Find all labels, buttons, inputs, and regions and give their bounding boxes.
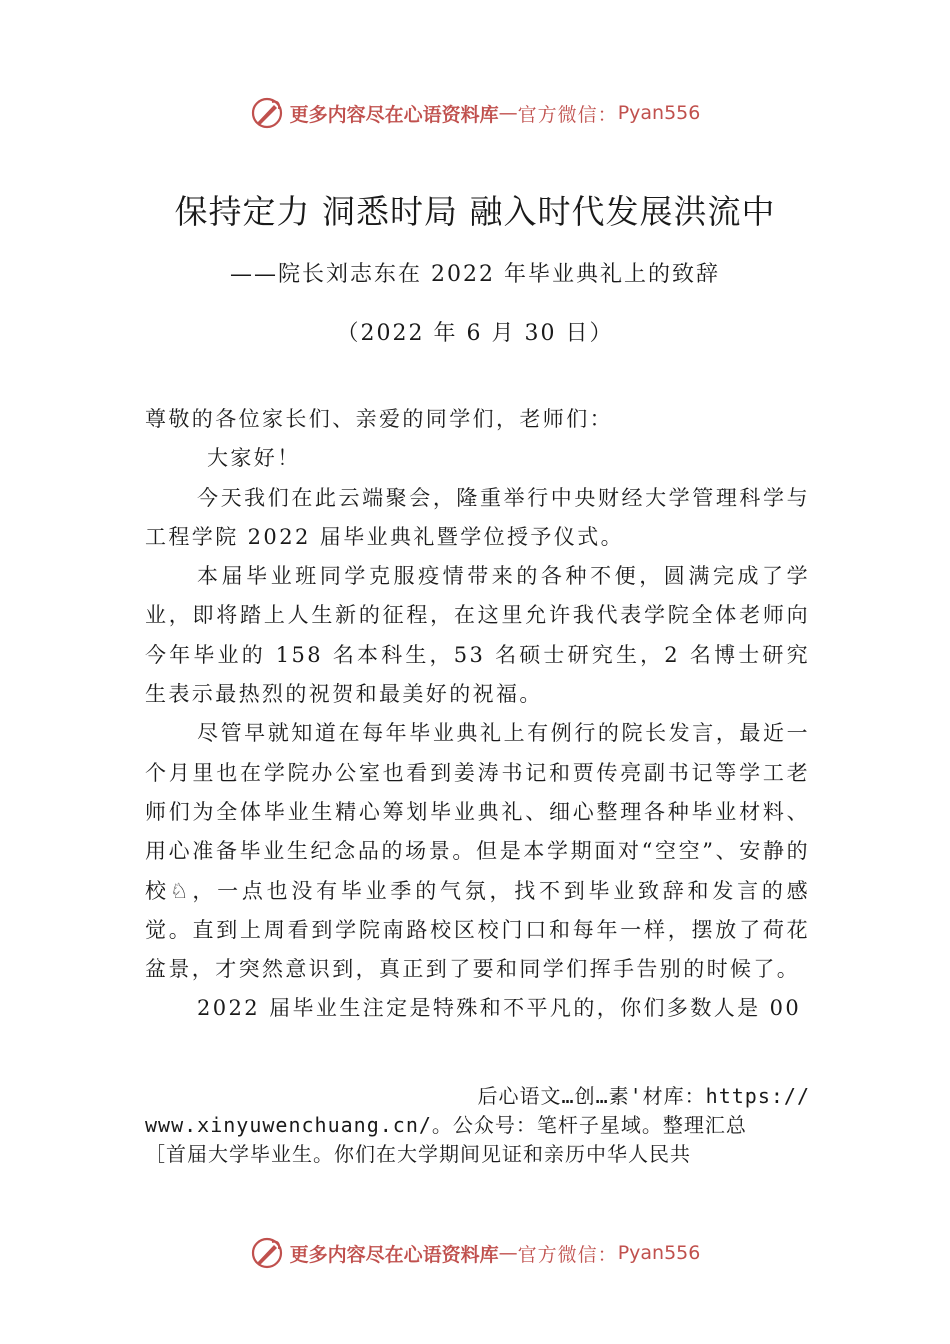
banner-account: Pyan556 xyxy=(617,102,701,124)
paragraph: 今天我们在此云端聚会，隆重举行中央财经大学管理科学与工程学院 2022 届毕业典礼暨学位授予仪式。 xyxy=(145,485,810,549)
document-subtitle: ——院长刘志东在 2022 年毕业典礼上的致辞 xyxy=(230,262,720,287)
banner-brand: 更多内容尽在心语资料库 xyxy=(289,1243,499,1266)
paragraph: 本届毕业班同学克服疫情带来的各种不便，圆满完成了学业，即将踏上人生新的征程，在这里允许我代表学院全体老师向今年毕业的 158 名本科生，53 名硕士研究生，2 名博士研究生表示最热烈的祝贺和最美好的祝福。 xyxy=(145,564,810,707)
pen-circle-logo-icon xyxy=(250,96,284,130)
banner-account: Pyan556 xyxy=(617,1242,701,1264)
watermark-line: www.xinyuwenchuang.cn/。公众号：笔杆子星域。整理汇总 xyxy=(145,1113,747,1137)
greeting-line: 尊敬的各位家长们、亲爱的同学们，老师们： xyxy=(145,407,613,431)
paragraph: 2022 届毕业生注定是特殊和不平凡的，你们多数人是 00 xyxy=(197,996,802,1021)
hello-line: 大家好！ xyxy=(207,446,301,471)
footer-banner xyxy=(0,1236,950,1270)
document-date: （2022 年 6 月 30 日） xyxy=(336,321,614,346)
header-banner xyxy=(0,96,950,130)
watermark-line: 后心语文…创…素'材库：https:// xyxy=(477,1084,810,1108)
banner-separator: — xyxy=(498,1242,518,1264)
banner-channel: 官方微信： xyxy=(517,103,618,126)
paragraph: 尽管早就知道在每年毕业典礼上有例行的院长发言，最近一个月里也在学院办公室也看到姜涛书记和贾传亮副书记等学工老师们为全体毕业生精心筹划毕业典礼、细心整理各种毕业材料、用心准备毕业生纪念品的场景。但是本学期面对“空空”、安静的校♘，一点也没有毕业季的气氛，找不到毕业致辞和发言的感觉。直到上周看到学院南路校区校门口和每年一样，摆放了荷花盆景，才突然意识到，真正到了要和同学们挥手告别的时候了。 xyxy=(145,721,810,982)
pen-circle-logo-icon xyxy=(250,1236,284,1270)
document-body xyxy=(145,400,810,1029)
watermark-line: ［首届大学毕业生。你们在大学期间见证和亲历中华人民共 xyxy=(145,1142,691,1166)
document-title: 保持定力 洞悉时局 融入时代发展洪流中 xyxy=(174,192,776,231)
banner-brand: 更多内容尽在心语资料库 xyxy=(289,103,499,126)
banner-separator: — xyxy=(498,102,518,124)
watermark-text xyxy=(145,1082,810,1169)
banner-channel: 官方微信： xyxy=(517,1243,618,1266)
